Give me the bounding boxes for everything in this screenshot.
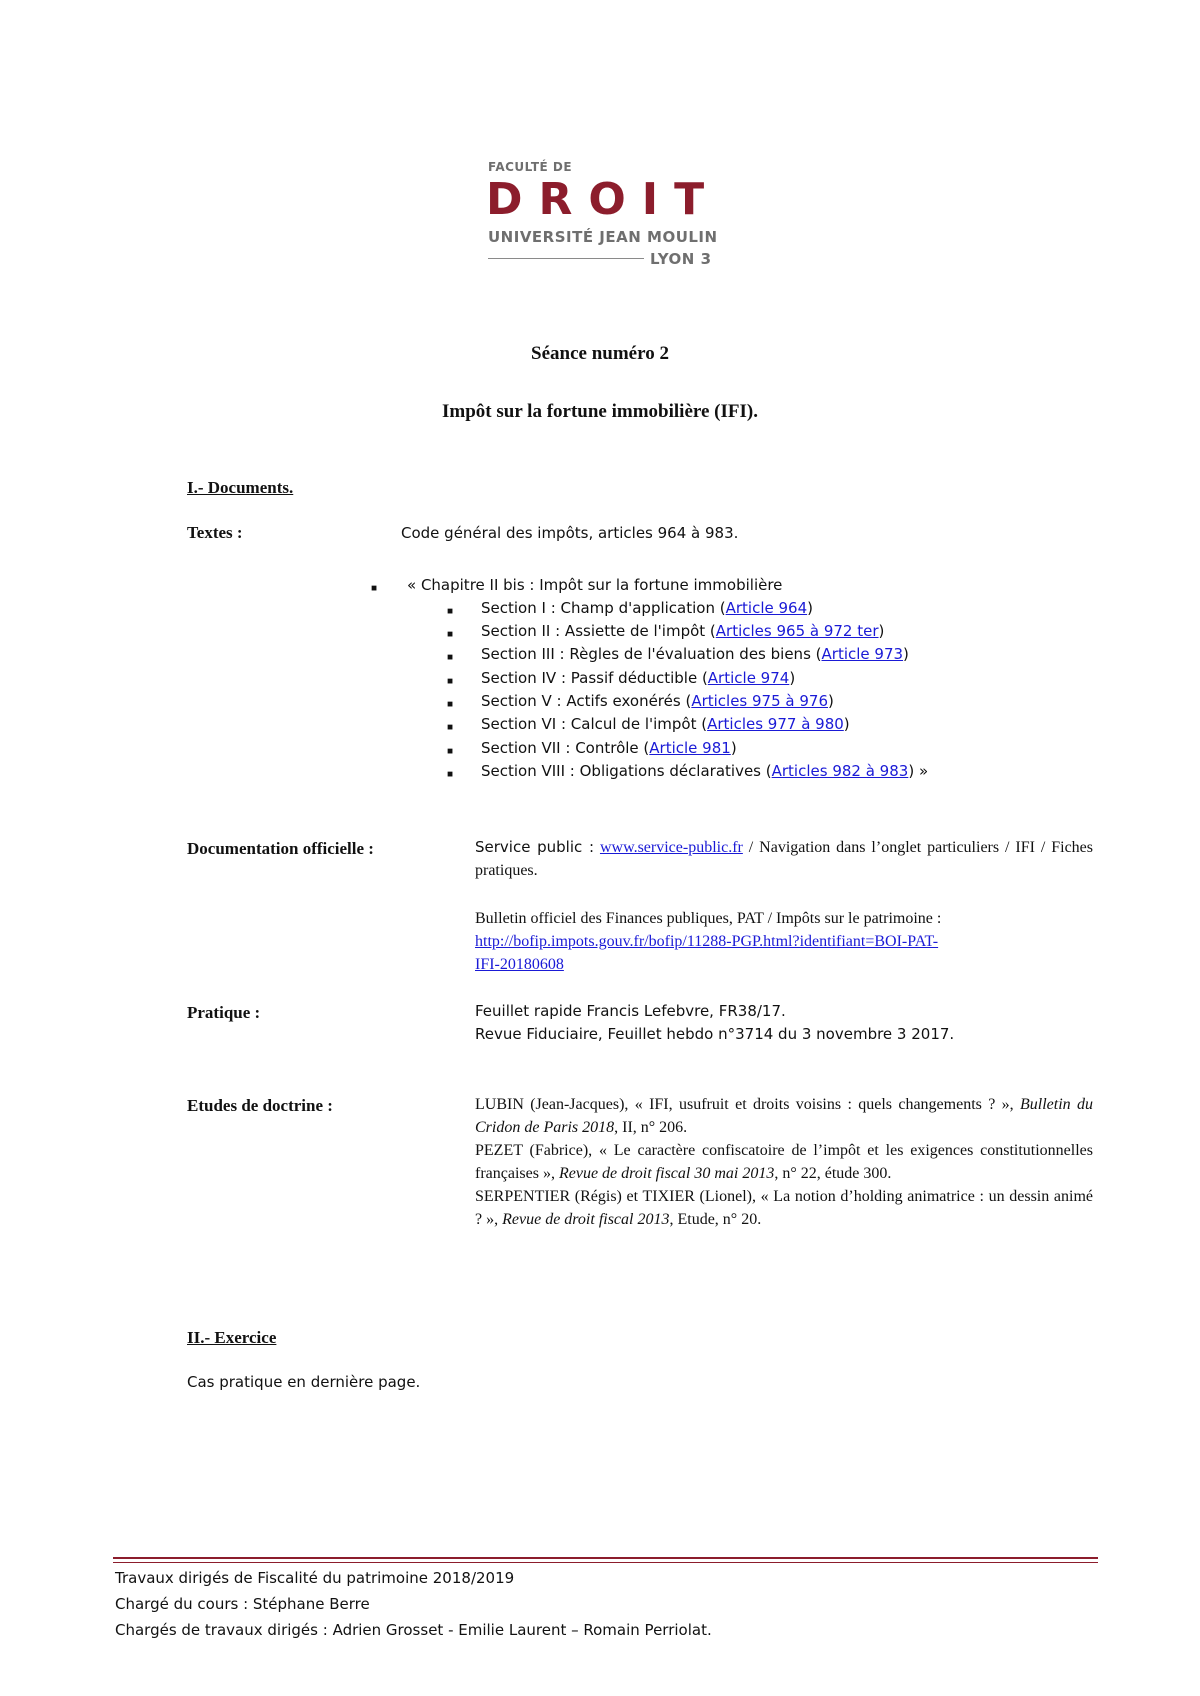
doctrine-label: Etudes de doctrine :	[187, 1096, 333, 1115]
doc-officielle-paragraph-1: Service public : www.service-public.fr / Navigation dans l’onglet particuliers / IFI / Fiches pratiques.	[475, 838, 1094, 879]
list-item: Section V : Actifs exonérés (Articles 975 à 976)	[481, 692, 834, 710]
exercice-text: Cas pratique en dernière page.	[187, 1373, 421, 1391]
doc-officielle-label: Documentation officielle :	[187, 839, 374, 858]
pratique-content	[475, 1000, 1093, 1046]
bullet-icon: ■	[447, 676, 454, 687]
article-link[interactable]: Article 981	[649, 739, 731, 757]
footer-line-3: Chargés de travaux dirigés : Adrien Grosset - Emilie Laurent – Romain Perriolat.	[115, 1621, 712, 1639]
logo-lyon3: LYON 3	[650, 250, 712, 268]
doctrine-entry-3: SERPENTIER (Régis) et TIXIER (Lionel), « La notion d’holding animatrice : un dessin animé ? », Revue de droit fiscal 2013, Etude, n° 20.	[475, 1188, 1093, 1228]
faculty-logo	[488, 160, 728, 270]
logo-faculte-de: FACULTÉ DE	[488, 160, 573, 174]
article-link[interactable]: Article 973	[821, 645, 904, 663]
section-exercice-heading: II.- Exercice	[187, 1328, 277, 1347]
list-item: Section IV : Passif déductible (Article 974)	[481, 669, 796, 687]
pratique-line-2: Revue Fiduciaire, Feuillet hebdo n°3714 du 3 novembre 3 2017.	[475, 1025, 955, 1043]
bullet-icon: ■	[447, 746, 454, 757]
textes-label: Textes :	[187, 523, 243, 542]
bullet-icon: ■	[447, 699, 454, 710]
doctrine-entry-1: LUBIN (Jean-Jacques), « IFI, usufruit et droits voisins : quels changements ? », Bulletin du Cridon de Paris 2018, II, n° 206.	[475, 1096, 1094, 1136]
bullet-icon: ■	[447, 606, 454, 617]
section-documents-heading: I.- Documents.	[187, 478, 294, 497]
footer-rule	[113, 1557, 1098, 1559]
list-item: Section I : Champ d'application (Article 964)	[481, 599, 813, 617]
list-item: Section VI : Calcul de l'impôt (Articles 977 à 980)	[481, 715, 850, 733]
doc-officielle-paragraph-2: Bulletin officiel des Finances publiques, PAT / Impôts sur le patrimoine : http://bofip.impots.gouv.fr/bofip/11288-PGP.html?identifiant=BOI-PAT- IFI-20180608	[475, 910, 942, 973]
bullet-icon: ■	[447, 722, 454, 733]
article-link[interactable]: Article 964	[725, 599, 808, 617]
logo-rule	[488, 258, 644, 259]
doctrine-content	[475, 1093, 1093, 1231]
list-item: Section II : Assiette de l'impôt (Articles 965 à 972 ter)	[481, 622, 885, 640]
bullet-icon: ■	[371, 583, 378, 594]
pratique-label: Pratique :	[187, 1003, 261, 1022]
logo-universite: UNIVERSITÉ JEAN MOULIN	[488, 228, 718, 246]
article-link[interactable]: Articles 975 à 976	[691, 692, 829, 710]
bullet-icon: ■	[447, 769, 454, 780]
list-item: Section III : Règles de l'évaluation des biens (Article 973)	[481, 645, 909, 663]
chapter-line: « Chapitre II bis : Impôt sur la fortune immobilière	[407, 576, 783, 594]
article-link[interactable]: Articles 977 à 980	[707, 715, 844, 733]
textes-value: Code général des impôts, articles 964 à 983.	[401, 524, 739, 542]
footer-rule	[113, 1562, 1098, 1563]
doctrine-entry-2: PEZET (Fabrice), « Le caractère confiscatoire de l’impôt et les exigences constitutionnelles françaises », Revue de droit fiscal 30 mai 2013, n° 22, étude 300.	[475, 1142, 1093, 1182]
footer-line-2: Chargé du cours : Stéphane Berre	[115, 1595, 370, 1613]
article-link[interactable]: Articles 982 à 983	[771, 762, 909, 780]
page-title: Séance numéro 2	[531, 343, 669, 364]
footer-line-1: Travaux dirigés de Fiscalité du patrimoine 2018/2019	[115, 1569, 515, 1587]
list-item: Section VII : Contrôle (Article 981)	[481, 739, 737, 757]
pratique-line-1: Feuillet rapide Francis Lefebvre, FR38/17.	[475, 1002, 786, 1020]
bullet-icon: ■	[447, 629, 454, 640]
article-link[interactable]: Article 974	[707, 669, 790, 687]
bofip-link[interactable]: http://bofip.impots.gouv.fr/bofip/11288-PGP.html?identifiant=BOI-PAT- IFI-20180608	[475, 933, 939, 973]
service-public-link[interactable]: www.service-public.fr	[599, 839, 743, 856]
logo-droit: DROIT	[486, 174, 721, 225]
page-subtitle: Impôt sur la fortune immobilière (IFI).	[442, 401, 758, 422]
footer	[115, 1565, 712, 1643]
bullet-icon: ■	[447, 652, 454, 663]
article-link[interactable]: Articles 965 à 972 ter	[715, 622, 879, 640]
list-item: Section VIII : Obligations déclaratives (Articles 982 à 983) »	[481, 762, 929, 780]
